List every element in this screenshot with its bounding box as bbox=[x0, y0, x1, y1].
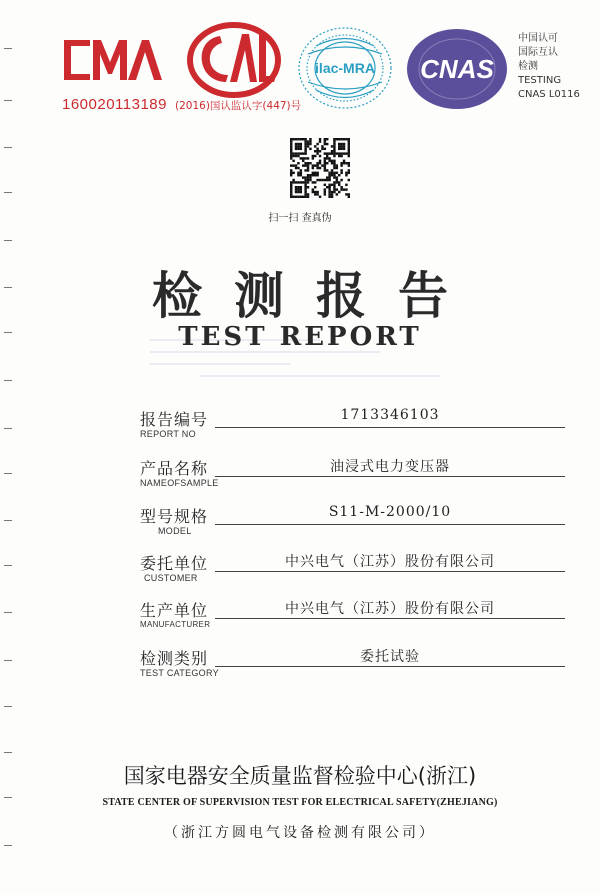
qr-code-icon[interactable] bbox=[290, 138, 350, 198]
cnas-text: CNAS bbox=[420, 54, 494, 84]
cnas-side-line: TESTING bbox=[518, 75, 562, 86]
field-sublabel: NAMEOFSAMPLE bbox=[140, 478, 219, 488]
cal-logo-text: CAL bbox=[186, 20, 189, 21]
field-sublabel: CUSTOMER bbox=[144, 573, 198, 583]
cnas-accreditation-info bbox=[518, 32, 580, 102]
field-sublabel: TEST CATEGORY bbox=[140, 668, 219, 678]
field-test-category bbox=[140, 646, 565, 691]
field-sublabel: REPORT NO bbox=[140, 429, 196, 439]
field-value: S11-M-2000/10 bbox=[215, 504, 565, 525]
report-title-cn: 检测报告 bbox=[152, 266, 480, 325]
cma-logo-text: CMA bbox=[62, 32, 65, 33]
field-sample-name bbox=[140, 456, 565, 501]
cma-logo bbox=[62, 32, 164, 88]
field-label: 委托单位 bbox=[140, 554, 209, 573]
qr-caption: 扫一扫 查真伪 bbox=[268, 213, 332, 224]
field-value: 中兴电气（江苏）股份有限公司 bbox=[215, 598, 565, 619]
report-title-en: TEST REPORT bbox=[178, 322, 422, 352]
ilac-mra-logo bbox=[296, 26, 394, 112]
field-customer bbox=[140, 551, 565, 596]
field-label: 生产单位 bbox=[140, 601, 209, 620]
cma-cert-code: 160020113189 bbox=[62, 96, 167, 113]
field-label: 报告编号 bbox=[140, 410, 209, 429]
issuer-name-cn: 国家电器安全质量监督检验中心(浙江) bbox=[123, 764, 477, 788]
field-sublabel: MODEL bbox=[158, 526, 192, 536]
field-value: 1713346103 bbox=[215, 407, 565, 428]
issuer-company: （浙江方圆电气设备检测有限公司） bbox=[164, 825, 436, 841]
cnas-side-line: 国际互认 bbox=[518, 47, 558, 58]
field-report-no bbox=[140, 407, 565, 452]
field-label: 检测类别 bbox=[140, 649, 209, 668]
ilac-mra-text: ilac-MRA bbox=[315, 60, 375, 76]
issuer-name-en: STATE CENTER OF SUPERVISION TEST FOR ELECTRICAL SAFETY(ZHEJIANG) bbox=[102, 797, 498, 808]
cnas-logo bbox=[404, 26, 510, 112]
field-value: 委托试验 bbox=[215, 646, 565, 667]
cnas-side-line: 中国认可 bbox=[518, 33, 558, 44]
field-value: 油浸式电力变压器 bbox=[215, 456, 565, 477]
field-model bbox=[140, 504, 565, 549]
cnas-side-line: 检测 bbox=[518, 61, 538, 72]
field-manufacturer bbox=[140, 598, 565, 643]
cal-cert-text: (2016)国认监认字(447)号 bbox=[175, 100, 302, 112]
field-label: 产品名称 bbox=[140, 459, 209, 478]
cnas-side-line: CNAS L0116 bbox=[518, 89, 580, 100]
field-label: 型号规格 bbox=[140, 507, 209, 526]
field-value: 中兴电气（江苏）股份有限公司 bbox=[215, 551, 565, 572]
cal-logo bbox=[186, 20, 282, 100]
field-sublabel: MANUFACTURER bbox=[140, 620, 211, 629]
